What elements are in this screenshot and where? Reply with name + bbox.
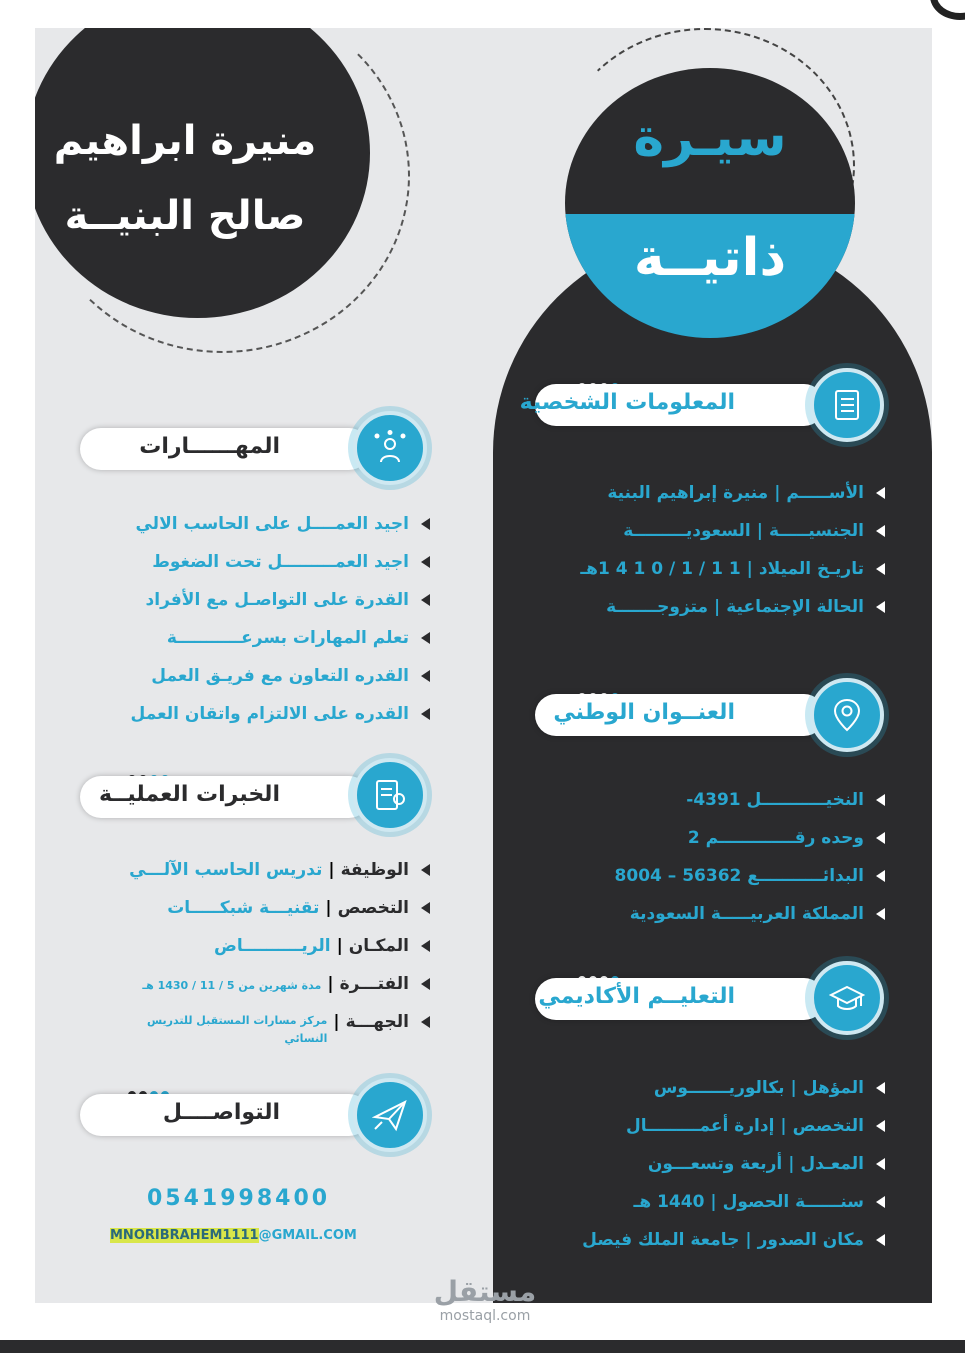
- cv-sheet: [35, 28, 932, 1303]
- list-item: المعـدل|أربعة وتسعـــون: [575, 1154, 885, 1192]
- address-info-list: [575, 790, 885, 942]
- title-line2: ذاتيــة: [633, 228, 787, 288]
- location-pin-icon: [810, 678, 884, 752]
- title-line1: سيـرة: [633, 108, 787, 168]
- network-person-icon: [353, 411, 427, 485]
- bullet-arrow-icon: [876, 794, 885, 806]
- list-item: اجيد العمـــــــــل تحت الضغوط: [120, 552, 430, 590]
- section-header-education: [535, 978, 825, 1020]
- bottom-bar: [0, 1340, 965, 1353]
- list-item: الأســـــم|منيرة إبراهيم البنية: [525, 483, 885, 521]
- name-line2: صالح البنيــة: [64, 193, 306, 239]
- watermark-arabic: مستقل: [433, 1275, 537, 1308]
- list-item: البدائـــــــــــع 56362 – 8004: [575, 866, 885, 904]
- list-item: النخيـــــــــــل 4391-: [575, 790, 885, 828]
- education-info-list: [575, 1078, 885, 1268]
- list-item: سنــــــة الحصول|1440 هـ: [575, 1192, 885, 1230]
- title-circle: [565, 68, 855, 338]
- list-item: المؤهل|بكالوريـــــــوس: [575, 1078, 885, 1116]
- list-item: وحده رقـــــــــــــم 2: [575, 828, 885, 866]
- corner-decoration: [930, 0, 965, 20]
- list-item: تاريـخ الميلاد|1 1 / 1 / 0 1 4 1هـ: [525, 559, 885, 597]
- list-item: التخصص|إدارة أعمـــــــــال: [575, 1116, 885, 1154]
- section-header-skills: [80, 428, 370, 470]
- list-item: الحالة الإجتماعية|متزوجـــــــة: [525, 597, 885, 635]
- list-item: الوظيفة|تدريس الحاسب الآلـــي: [120, 860, 430, 898]
- list-item: المكـان|الريــــــــــاض: [120, 936, 430, 974]
- list-item: القدرة على التواصـل مع الأفراد: [120, 590, 430, 628]
- phone-number: 0541998400: [147, 1186, 331, 1211]
- section-label-skills: المهــــــارات: [139, 434, 280, 459]
- section-header-experience: [80, 776, 370, 818]
- watermark-latin: mostaql.com: [439, 1308, 531, 1324]
- email-address: MNORIBRAHEM1111@GMAIL.COM: [110, 1228, 357, 1243]
- bullet-arrow-icon: [876, 908, 885, 920]
- section-label-education: التعليــم الأكاديمي: [538, 984, 735, 1009]
- skills-list: [120, 514, 430, 742]
- section-header-contact: [80, 1094, 370, 1136]
- list-item: الجهـــة|مركز مسارات المستقبل للتدريس النسائي: [120, 1012, 430, 1050]
- name-line1: منيرة ابراهيم: [53, 118, 317, 164]
- certificate-icon: [353, 758, 427, 832]
- list-item: القدره على الالتزام واتقان العمل: [120, 704, 430, 742]
- bullet-arrow-icon: [876, 870, 885, 882]
- list-item: التخصص|تقنيـــة شبكـــــات: [120, 898, 430, 936]
- bullet-arrow-icon: [876, 832, 885, 844]
- section-header-address: [535, 694, 825, 736]
- graduation-cap-icon: [810, 961, 884, 1035]
- section-header-personal: [519, 384, 825, 426]
- section-label-contact: التواصــــل: [162, 1100, 280, 1125]
- list-item: تعلم المهارات بسرعـــــــــــة: [120, 628, 430, 666]
- list-item: القدره التعاون مع فريـق العمل: [120, 666, 430, 704]
- list-item: المملكة العربيـــــة السعودية: [575, 904, 885, 942]
- section-label-experience: الخبرات العمليــة: [99, 782, 280, 807]
- list-item: مكان الصدور|جامعة الملك فيصل: [575, 1230, 885, 1268]
- experience-list: [120, 860, 430, 1050]
- list-item: الجنسيـــــة|السعوديـــــــــة: [525, 521, 885, 559]
- watermark: [425, 1275, 545, 1324]
- section-label-address: العنــوان الوطني: [553, 700, 735, 725]
- form-icon: [810, 368, 884, 442]
- list-item: الفتـــرة|مدة شهرين من 5 / 11 / 1430 هـ: [120, 974, 430, 1012]
- section-dots: [125, 1084, 169, 1094]
- paper-plane-icon: [353, 1078, 427, 1152]
- list-item: اجيد العمــــل على الحاسب الالي: [120, 514, 430, 552]
- personal-info-list: [525, 483, 885, 635]
- section-label-personal: المعلومات الشخصية: [519, 390, 735, 415]
